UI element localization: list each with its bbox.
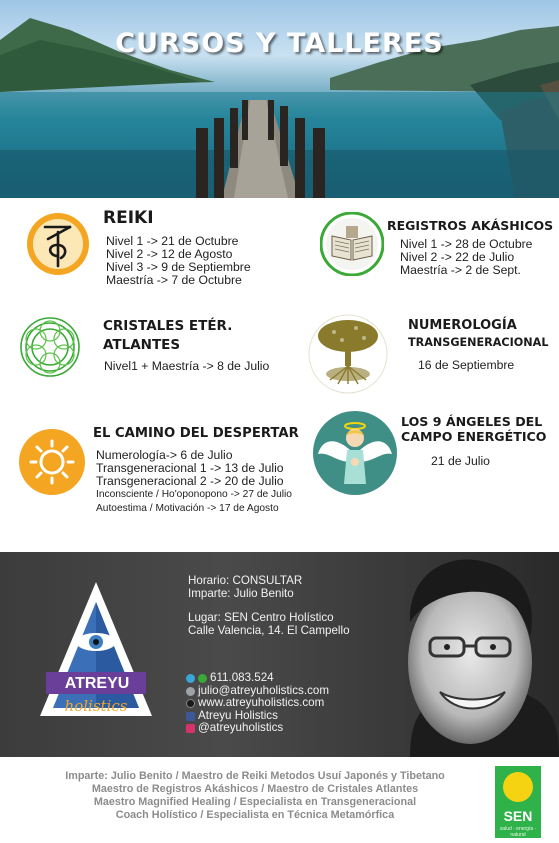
reiki-line-1: Nivel 1 -> 21 de Octubre <box>106 234 239 248</box>
horario-text: Horario: CONSULTAR <box>188 574 303 587</box>
reiki-line-3: Nivel 3 -> 9 de Septiembre <box>106 260 251 274</box>
contact-facebook-text: Atreyu Holistics <box>198 709 278 722</box>
course-title-numerologia-2: TRANSGENERACIONAL <box>408 336 549 349</box>
footer <box>0 757 559 843</box>
sen-logo-word: SEN <box>503 808 533 824</box>
akashicos-line-3: Maestría -> 2 de Sept. <box>400 263 521 277</box>
sun-icon <box>18 428 86 496</box>
angeles-line-1: 21 de Julio <box>431 454 490 468</box>
contact-email-text: julio@atreyuholistics.com <box>198 684 329 697</box>
despertar-line-3: Transgeneracional 2 -> 20 de Julio <box>96 474 284 488</box>
footer-line-1: Imparte: Julio Benito / Maestro de Reiki Metodos Usuí Japonés y Tibetano <box>65 770 445 782</box>
course-title-despertar: EL CAMINO DEL DESPERTAR <box>93 426 299 441</box>
contact-web-text: www.atreyuholistics.com <box>198 696 325 709</box>
footer-line-3: Maestro Magnified Healing / Especialista en Transgeneracional <box>93 796 417 808</box>
email-icon <box>186 687 195 696</box>
imparte-text: Imparte: Julio Benito <box>188 587 294 600</box>
akashicos-line-2: Nivel 2 -> 22 de Julio <box>400 250 515 264</box>
contact-phone[interactable] <box>186 672 274 684</box>
course-title-cristales-2: ATLANTES <box>103 337 181 353</box>
info-band <box>0 552 559 757</box>
phone-icon <box>186 674 195 683</box>
reiki-symbol-icon <box>26 212 90 276</box>
contact-instagram[interactable] <box>186 722 283 734</box>
instagram-icon <box>186 724 195 733</box>
course-title-cristales-1: CRISTALES ETÉR. <box>103 318 233 334</box>
hero-banner <box>0 0 559 198</box>
despertar-small-line-1: Inconsciente / Ho'oponopono -> 27 de Julio <box>96 489 292 500</box>
numerologia-line-1: 16 de Septiembre <box>418 358 515 372</box>
atreyu-logo-word: ATREYU <box>64 675 130 692</box>
reiki-line-4: Maestría -> 7 de Octubre <box>106 273 242 287</box>
course-title-akashicos: REGISTROS AKÁSHICOS <box>387 218 554 233</box>
instructor-portrait <box>350 552 559 757</box>
contact-phone-text: 611.083.524 <box>210 671 274 684</box>
tree-of-life-icon <box>308 314 388 394</box>
crystal-grid-icon <box>19 316 81 378</box>
sen-logo <box>495 766 541 838</box>
course-title-angeles-2: CAMPO ENERGÉTICO <box>401 429 547 444</box>
facebook-icon <box>186 712 195 721</box>
despertar-line-2: Transgeneracional 1 -> 13 de Julio <box>96 461 284 475</box>
despertar-small-line-2: Autoestima / Motivación -> 17 de Agosto <box>96 503 279 514</box>
whatsapp-icon <box>198 674 207 683</box>
sen-sun-icon <box>503 772 533 802</box>
direccion-text: Calle Valencia, 14. El Campello <box>188 624 350 637</box>
lugar-text: Lugar: SEN Centro Holístico <box>188 611 334 624</box>
course-title-numerologia-1: NUMEROLOGÍA <box>408 318 517 333</box>
footer-line-4: Coach Holístico / Especialista en Técnica Metamórfica <box>115 809 395 821</box>
akashicos-line-1: Nivel 1 -> 28 de Octubre <box>400 237 533 251</box>
angel-icon <box>312 410 398 496</box>
contact-instagram-text: @atreyuholistics <box>198 721 284 734</box>
page-title: CURSOS Y TALLERES <box>115 28 444 59</box>
reiki-line-2: Nivel 2 -> 12 de Agosto <box>106 247 233 261</box>
despertar-line-1: Numerología-> 6 de Julio <box>96 448 233 462</box>
contact-web[interactable] <box>186 697 324 709</box>
sen-logo-sub: salud · energía · natural <box>499 826 537 838</box>
cristales-line-1: Nivel1 + Maestría -> 8 de Julio <box>104 359 270 373</box>
open-book-icon <box>320 212 384 276</box>
footer-line-2: Maestro de Registros Akáshicos / Maestro de Cristales Atlantes <box>91 783 419 795</box>
atreyu-logo-sub: holistics <box>64 697 128 715</box>
globe-icon <box>186 699 195 708</box>
course-title-reiki: REIKI <box>103 208 154 228</box>
course-title-angeles-1: LOS 9 ÁNGELES DEL <box>401 414 543 429</box>
